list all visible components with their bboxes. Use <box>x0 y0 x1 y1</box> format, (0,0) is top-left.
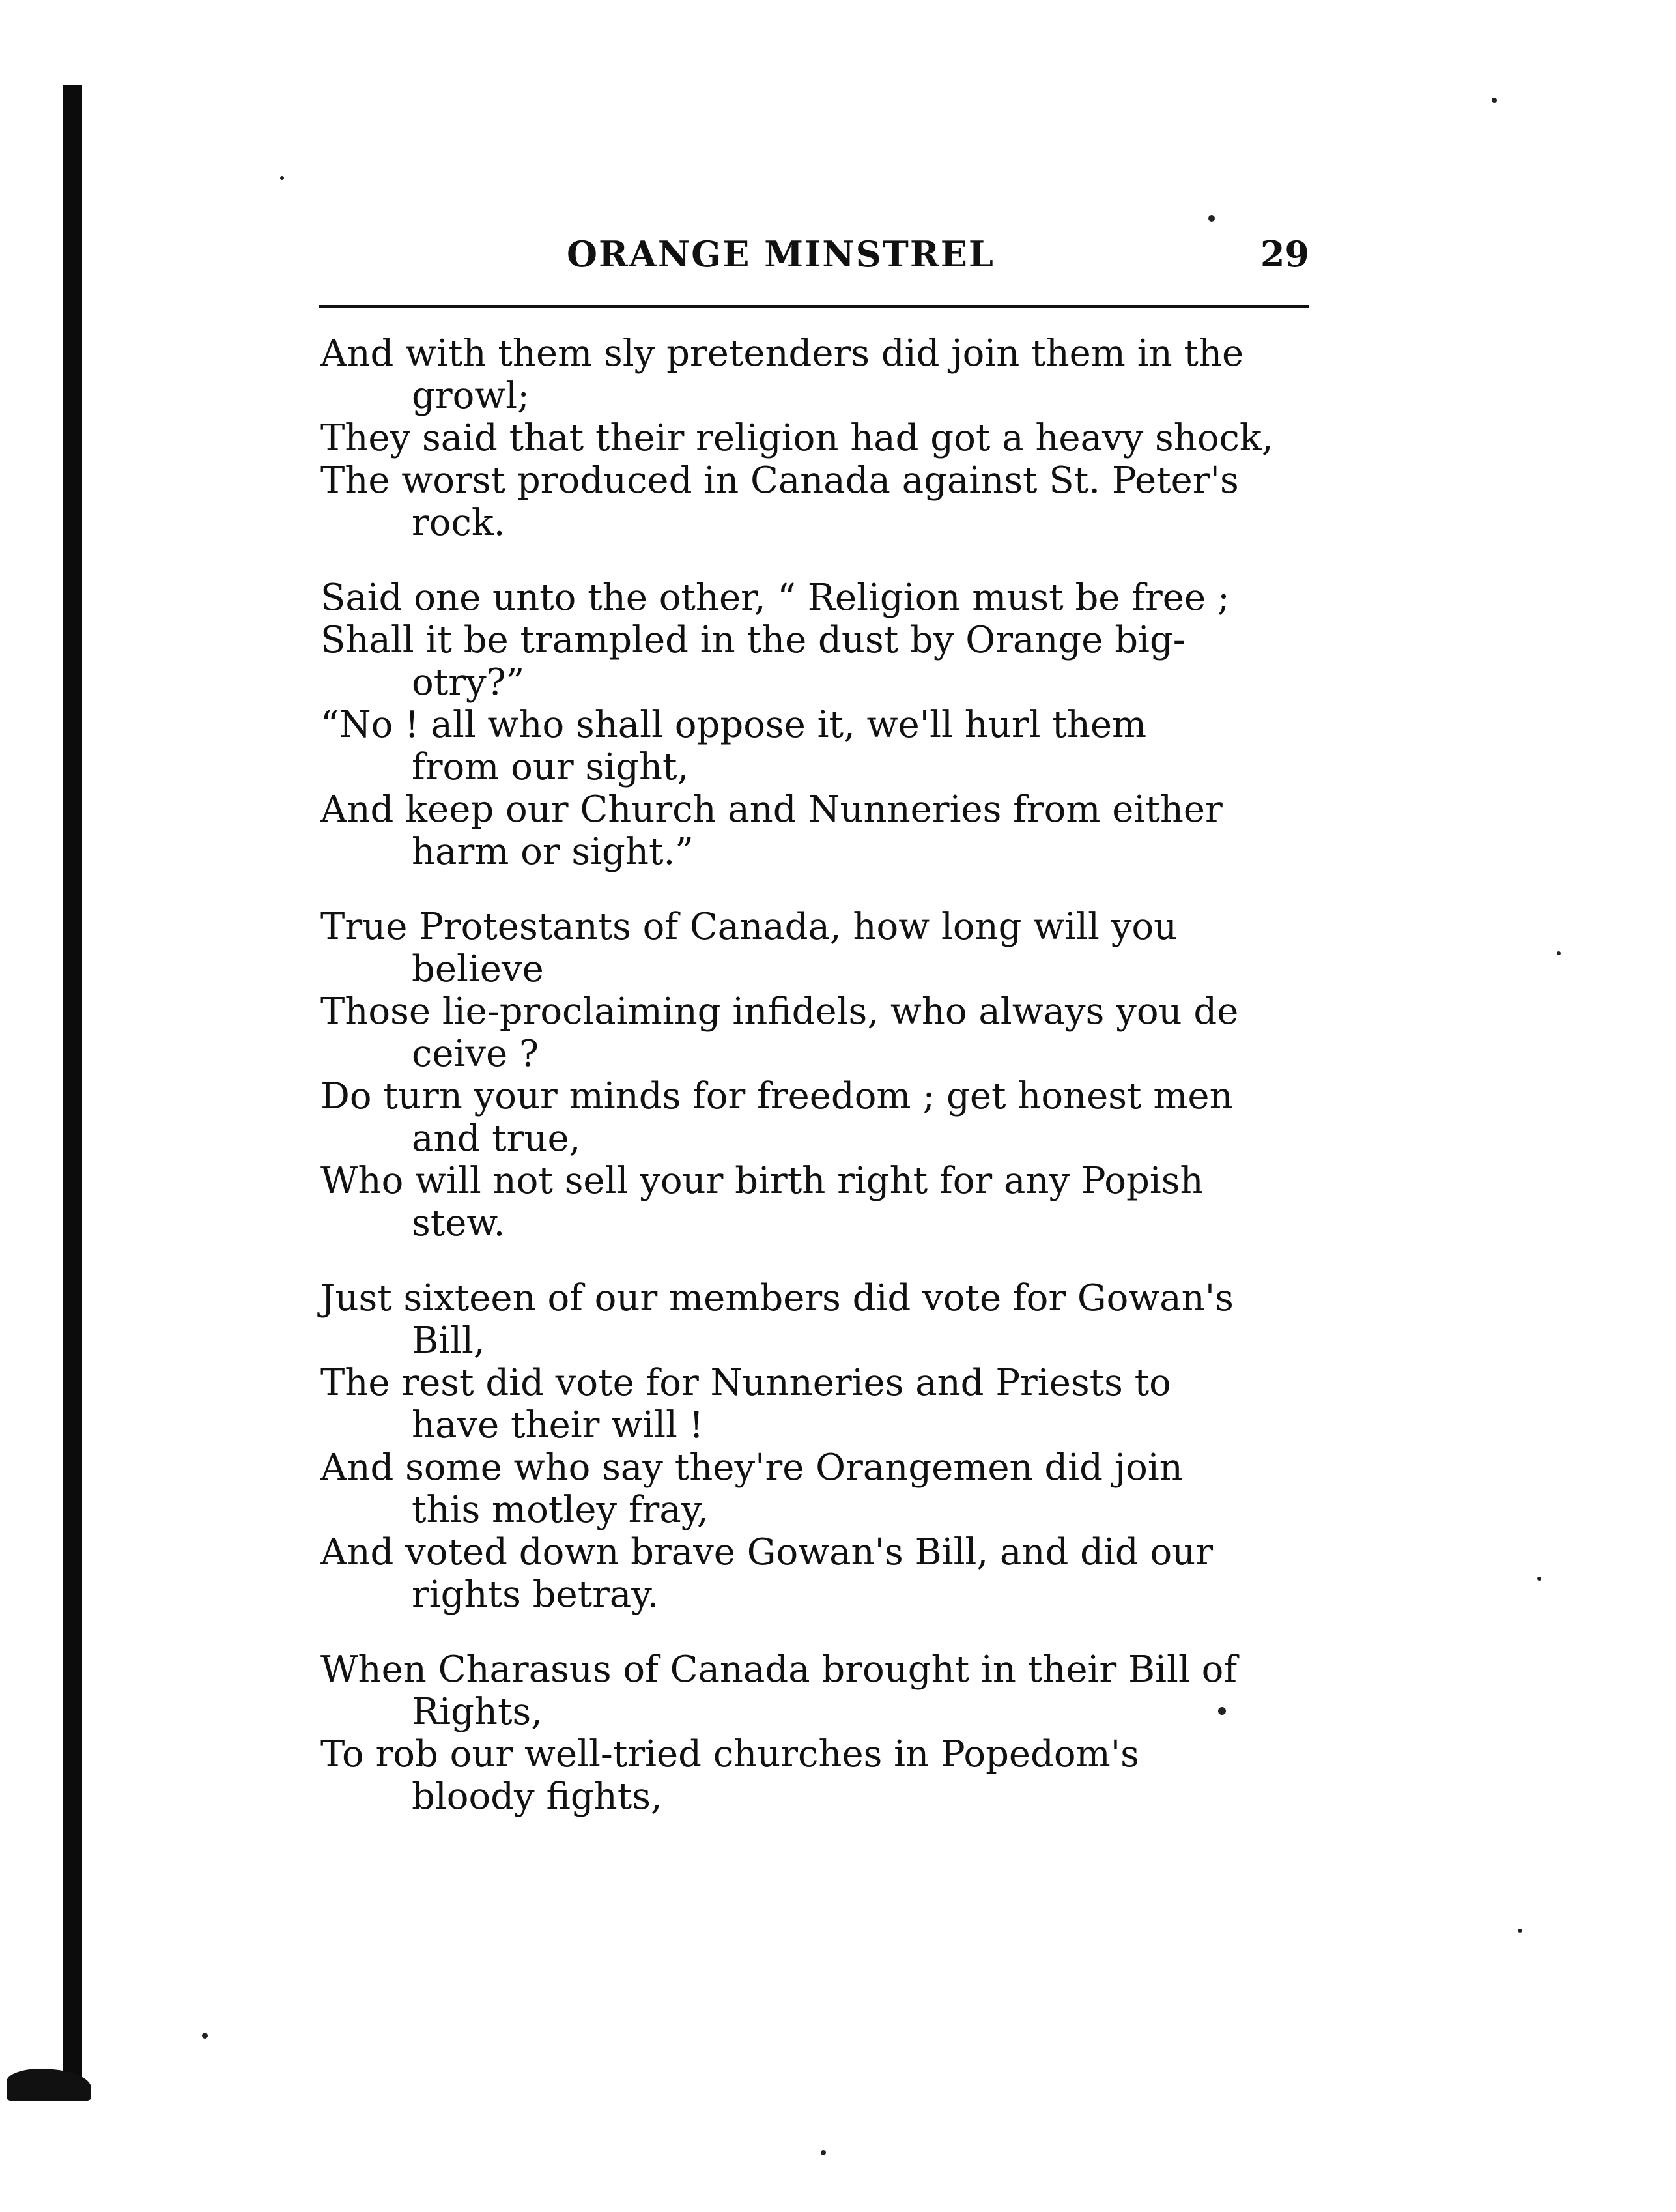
stanza <box>320 1648 1324 1818</box>
verse-line: They said that their religion had got a heavy shock, <box>320 417 1273 459</box>
verse-line: And keep our Church and Nunneries from either <box>320 788 1223 831</box>
stanza <box>320 1277 1324 1616</box>
verse-line-continuation: rock. <box>412 502 505 544</box>
running-header <box>319 233 1309 285</box>
verse-line-continuation: Bill, <box>412 1319 485 1362</box>
verse-line: And voted down brave Gowan's Bill, and did our <box>320 1531 1214 1573</box>
verse-line-continuation: ceive ? <box>412 1033 539 1075</box>
verse-line: To rob our well-tried churches in Popedom's <box>320 1733 1139 1775</box>
verse-line: The rest did vote for Nunneries and Priests to <box>320 1362 1171 1404</box>
verse-line: The worst produced in Canada against St. Peter's <box>320 459 1239 502</box>
verse-line-continuation: bloody fights, <box>412 1775 662 1818</box>
verse-line-continuation: this motley fray, <box>412 1489 709 1531</box>
verse-line: Shall it be trampled in the dust by Orange big- <box>320 619 1186 661</box>
verse-line-continuation: otry?” <box>412 661 525 704</box>
page-number: 29 <box>1260 233 1309 275</box>
verse-line-continuation: harm or sight.” <box>412 831 694 873</box>
running-title: ORANGE MINSTREL <box>567 233 995 275</box>
verse-line: “No ! all who shall oppose it, we'll hurl them <box>320 704 1147 746</box>
verse-line: True Protestants of Canada, how long will you <box>320 906 1178 948</box>
verse-line: Said one unto the other, “ Religion must be free ; <box>320 577 1230 619</box>
verse-line-continuation: Rights, <box>412 1691 543 1733</box>
verse-line: Who will not sell your birth right for any Popish <box>320 1160 1204 1202</box>
verse-line-continuation: growl; <box>412 375 530 417</box>
verse-line-continuation: rights betray. <box>412 1573 659 1616</box>
verse-line-continuation: and true, <box>412 1117 581 1160</box>
verse-line: And some who say they're Orangemen did join <box>320 1446 1183 1489</box>
poem-body <box>320 332 1324 1818</box>
stanza <box>320 906 1324 1244</box>
verse-line: Do turn your minds for freedom ; get honest men <box>320 1075 1233 1117</box>
stanza <box>320 332 1324 544</box>
stanza <box>320 577 1324 873</box>
verse-line-continuation: believe <box>412 948 544 990</box>
book-spine-shadow <box>63 85 82 2085</box>
verse-line: Just sixteen of our members did vote for Gowan's <box>320 1277 1234 1319</box>
verse-line-continuation: from our sight, <box>412 746 689 788</box>
verse-line-continuation: stew. <box>412 1202 505 1244</box>
verse-line-continuation: have their will ! <box>412 1404 704 1446</box>
header-rule <box>319 305 1309 308</box>
verse-line: And with them sly pretenders did join them in the <box>320 332 1244 375</box>
verse-line: When Charasus of Canada brought in their Bill of <box>320 1648 1238 1691</box>
verse-line: Those lie-proclaiming infidels, who always you de <box>320 990 1239 1033</box>
